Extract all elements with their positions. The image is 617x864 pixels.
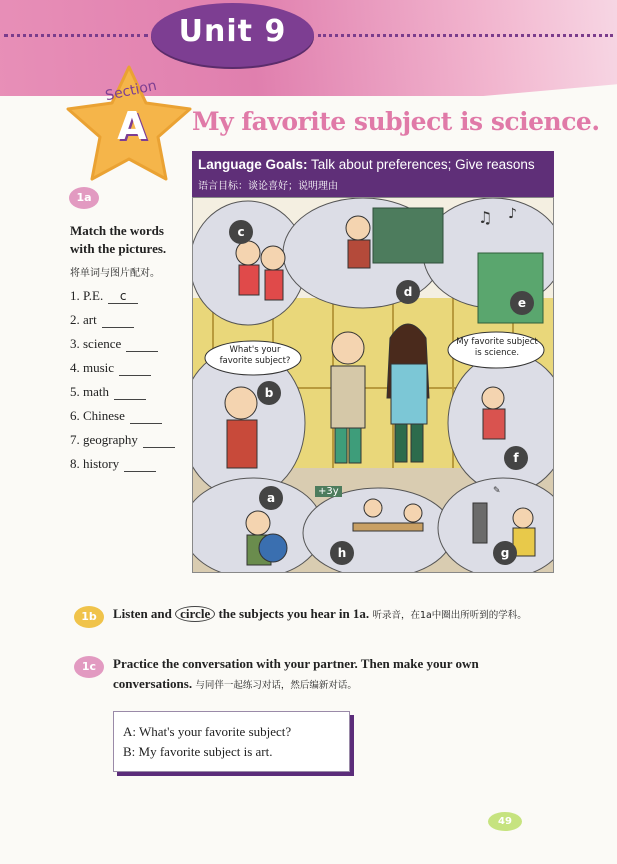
answer-blank[interactable] (124, 458, 156, 472)
list-item: 3. science (70, 336, 158, 352)
picture-label-h: h (330, 541, 354, 565)
activity-1a-instruction: Match the words with the pictures. (70, 223, 167, 256)
answer-blank[interactable] (102, 314, 134, 328)
answer-blank[interactable]: c (108, 290, 138, 304)
circle-word: circle (175, 606, 215, 622)
activity-1a-badge: 1a (69, 187, 99, 209)
school-illustration (192, 197, 554, 573)
list-item: 8. history (70, 456, 156, 472)
dotted-line-left (4, 34, 148, 41)
section-label: Section (103, 77, 159, 105)
language-goals-text: Language Goals: Talk about preferences; Give reasons (198, 157, 535, 172)
picture-label-f: f (504, 446, 528, 470)
list-item: 5. math (70, 384, 146, 400)
picture-label-b: b (257, 381, 281, 405)
svg-text:✎: ✎ (493, 486, 501, 496)
list-item: 7. geography (70, 432, 175, 448)
picture-label-a: a (259, 486, 283, 510)
language-goals-bar (192, 151, 554, 197)
conversation-box (113, 711, 350, 772)
answer-blank[interactable] (130, 410, 162, 424)
dotted-line-right (318, 34, 613, 41)
board-formula: +3y (315, 486, 342, 497)
conversation-line-b: B: My favorite subject is art. (123, 744, 273, 759)
list-item: 6. Chinese (70, 408, 162, 424)
page-title: My favorite subject is science. (192, 107, 600, 136)
unit-title: Unit 9 (178, 14, 287, 49)
language-goals-chinese: 语言目标：谈论喜好；说明理由 (198, 181, 338, 192)
list-item: 2. art (70, 312, 134, 328)
page-number: 49 (488, 812, 522, 831)
conversation-line-a: A: What's your favorite subject? (123, 724, 292, 739)
illustration-drawing (193, 198, 554, 573)
answer-blank[interactable] (143, 434, 175, 448)
speech-bubble-answer: My favorite subject is science. (456, 337, 538, 358)
svg-text:♫: ♫ (478, 208, 493, 227)
section-letter: A (117, 104, 147, 148)
activity-1c-badge: 1c (74, 656, 104, 678)
picture-label-e: e (510, 291, 534, 315)
picture-label-d: d (396, 280, 420, 304)
picture-label-g: g (493, 541, 517, 565)
activity-1c-instruction-line1: Practice the conversation with your partner. Then make your own (113, 656, 479, 671)
list-item: 4. music (70, 360, 151, 376)
activity-1b-instruction: Listen and circle the subjects you hear in 1a. 听录音，在1a中圈出所听到的学科。 (113, 606, 527, 621)
activity-1c-instruction-line2: conversations. 与同伴一起练习对话，然后编新对话。 (113, 676, 357, 691)
activity-1a-instruction-cn: 将单词与图片配对。 (70, 268, 160, 279)
answer-blank[interactable] (119, 362, 151, 376)
list-item: 1. P.E. c (70, 288, 138, 304)
answer-blank[interactable] (126, 338, 158, 352)
svg-text:♪: ♪ (508, 206, 517, 222)
speech-bubble-question: What's your favorite subject? (219, 345, 291, 366)
picture-label-c: c (229, 220, 253, 244)
activity-1b-badge: 1b (74, 606, 104, 628)
answer-blank[interactable] (114, 386, 146, 400)
